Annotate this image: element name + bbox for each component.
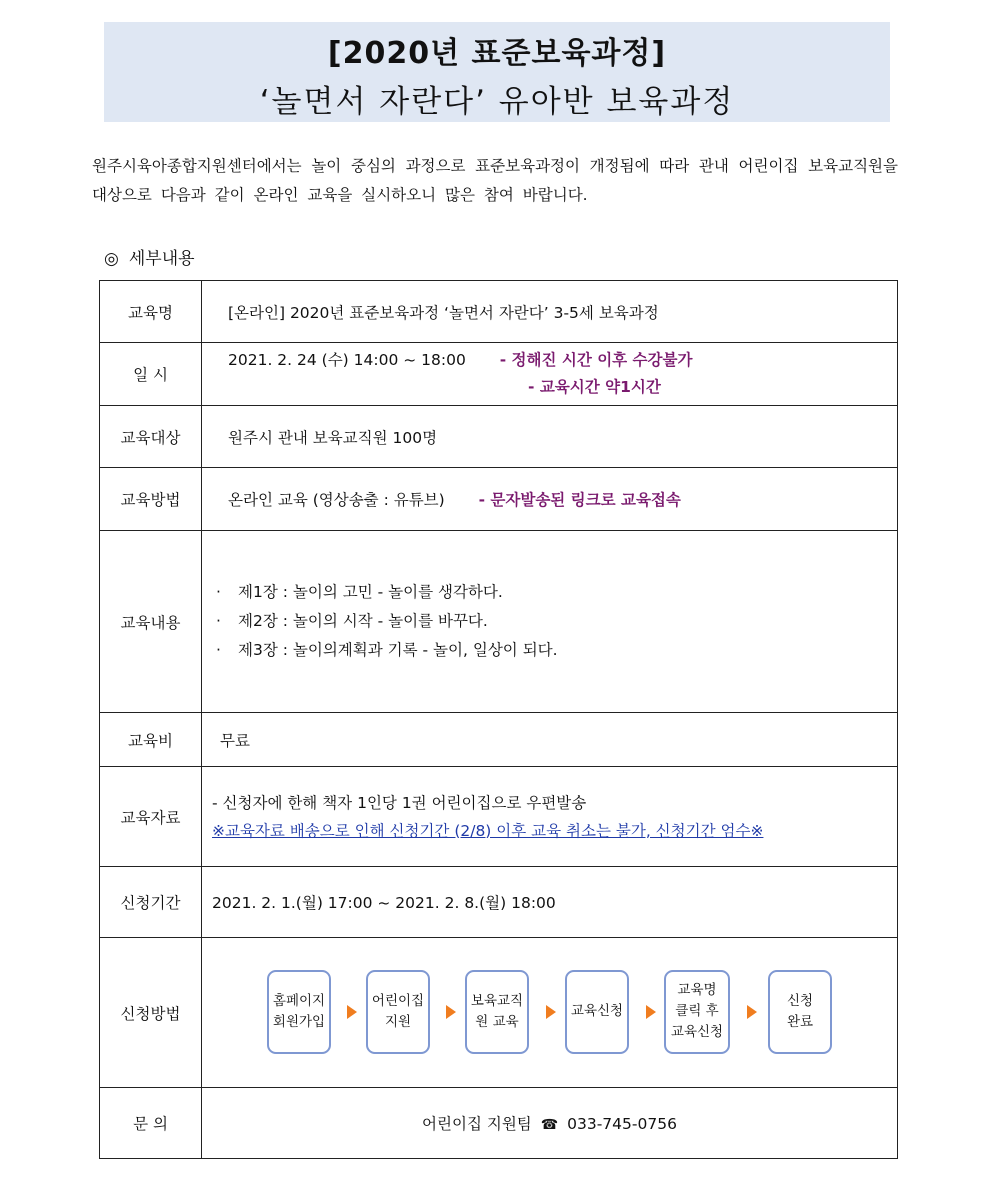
table-row (100, 713, 898, 767)
bullet: · (216, 612, 221, 630)
row-label: 교육대상 (100, 406, 202, 468)
arrow-right-icon (546, 1005, 556, 1019)
section-title: 세부내용 (128, 249, 195, 269)
table-row (100, 531, 898, 713)
arrow-right-icon (347, 1005, 357, 1019)
method-value: 온라인 교육 (영상송출 : 유튜브) (228, 491, 445, 509)
flow-step: 보육교직 원 교육 (465, 970, 529, 1054)
contact-phone: 033-745-0756 (567, 1115, 677, 1133)
target-value: 원주시 관내 보육교직원 100명 (202, 406, 898, 468)
table-row (100, 938, 898, 1088)
page-subtitle: ‘놀면서 자란다’ 유아반 보육과정 (259, 84, 735, 120)
double-circle-icon: ◎ (104, 249, 119, 269)
table-row (100, 343, 898, 406)
datetime-note-2: - 교육시간 약1시간 (528, 378, 661, 396)
arrow-right-icon (646, 1005, 656, 1019)
row-label: 교육내용 (100, 531, 202, 713)
details-table (99, 280, 898, 1159)
bullet: · (216, 641, 221, 659)
materials-value: - 신청자에 한해 책자 1인당 1권 어린이집으로 우편발송 (212, 793, 587, 812)
row-label: 교육자료 (100, 767, 202, 867)
list-item (216, 607, 897, 636)
row-label: 신청방법 (100, 938, 202, 1088)
table-row (100, 767, 898, 867)
contents-cell (202, 531, 898, 713)
fee-value: 무료 (202, 713, 898, 767)
intro-paragraph: 원주시육아종합지원센터에서는 놀이 중심의 과정으로 표준보육과정이 개정됨에 따라 관내 어린이집 보육교직원을 대상으로 다음과 같이 온라인 교육을 실시하오니 많은 참여 바랍니다. (92, 157, 898, 204)
arrow-right-icon (747, 1005, 757, 1019)
chapter-text: 제1장 : 놀이의 고민 - 놀이를 생각하다. (238, 583, 503, 601)
flow-step: 어린이집 지원 (366, 970, 430, 1054)
contents-list (202, 578, 897, 665)
row-label: 교육방법 (100, 468, 202, 531)
datetime-note-1: - 정해진 시간 이후 수강불가 (499, 351, 693, 369)
flow-step: 홈페이지 회원가입 (267, 970, 331, 1054)
list-item (216, 578, 897, 607)
arrow-right-icon (446, 1005, 456, 1019)
bullet: · (216, 583, 221, 601)
chapter-text: 제2장 : 놀이의 시작 - 놀이를 바꾸다. (238, 612, 488, 630)
apply-flow (202, 939, 897, 1087)
row-label: 교육명 (100, 281, 202, 343)
apply-cell (202, 938, 898, 1088)
contact-cell (202, 1088, 898, 1159)
table-row (100, 468, 898, 531)
flow-step: 교육명 클릭 후 교육신청 (664, 970, 730, 1054)
course-name-value: [온라인] 2020년 표준보육과정 ‘놀면서 자란다’ 3-5세 보육과정 (202, 281, 898, 343)
page-title: [2020년 표준보육과정] (327, 36, 667, 71)
materials-cell (202, 767, 898, 867)
method-cell (202, 468, 898, 531)
table-row (100, 406, 898, 468)
flow-step: 신청 완료 (768, 970, 832, 1054)
datetime-value: 2021. 2. 24 (수) 14:00 ~ 18:00 (228, 351, 466, 369)
row-label: 교육비 (100, 713, 202, 767)
table-row (100, 281, 898, 343)
method-note: - 문자발송된 링크로 교육접속 (478, 491, 681, 509)
row-label: 문 의 (100, 1088, 202, 1159)
table-row (100, 1088, 898, 1159)
row-label: 일 시 (100, 343, 202, 406)
chapter-text: 제3장 : 놀이의계획과 기록 - 놀이, 일상이 되다. (238, 641, 558, 659)
table-row (100, 867, 898, 938)
section-heading (104, 244, 195, 269)
cancel-notice: ※교육자료 배송으로 인해 신청기간 (2/8) 이후 교육 취소는 불가, 신청기간 엄수※ (212, 821, 764, 840)
contact-team: 어린이집 지원팀 (422, 1115, 532, 1133)
phone-icon: ☎ (540, 1117, 559, 1133)
flow-step: 교육신청 (565, 970, 629, 1054)
row-label: 신청기간 (100, 867, 202, 938)
period-value: 2021. 2. 1.(월) 17:00 ~ 2021. 2. 8.(월) 18:00 (202, 867, 898, 938)
list-item (216, 636, 897, 665)
datetime-cell (202, 343, 898, 406)
title-banner (104, 22, 890, 122)
